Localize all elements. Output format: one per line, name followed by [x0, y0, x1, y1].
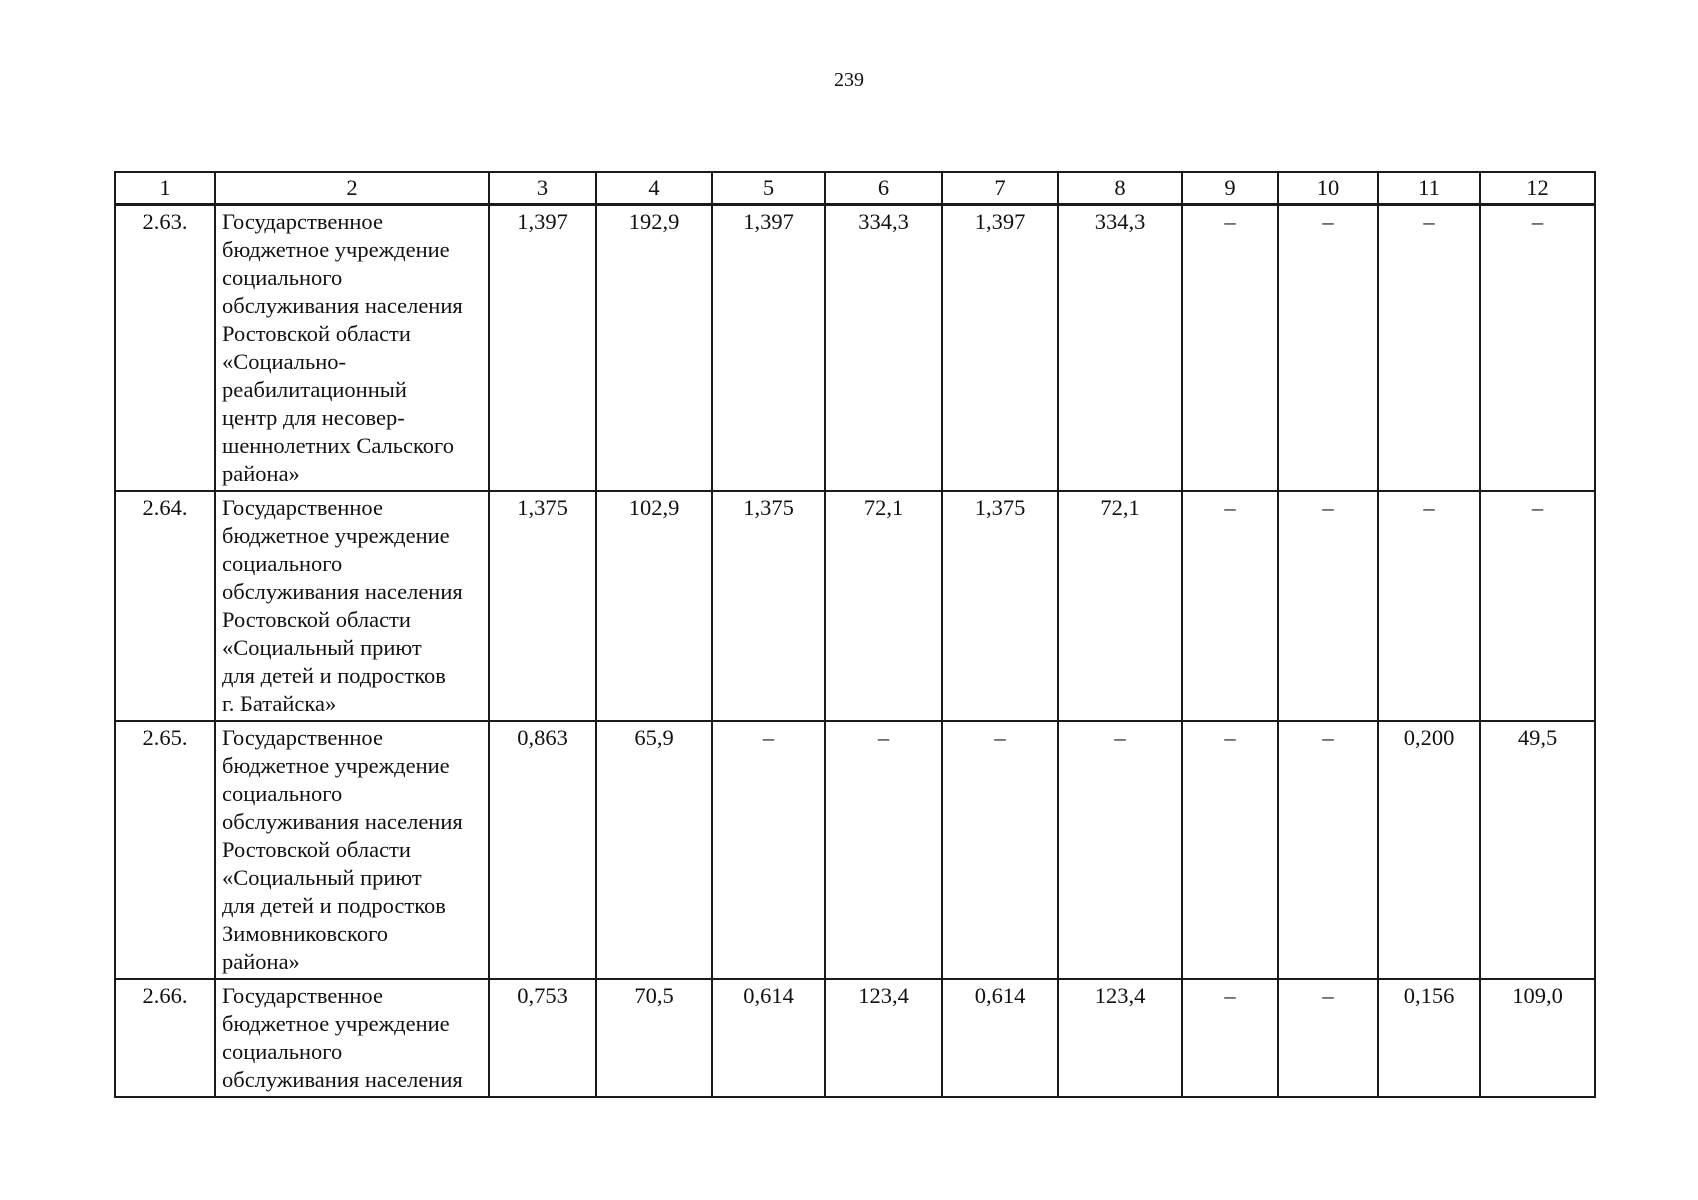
value-cell: 1,375 [489, 491, 596, 721]
row-number: 2.64. [115, 491, 215, 721]
institution-name [215, 205, 489, 492]
institution-name-line: г. Батайска» [222, 691, 337, 716]
table-row [115, 491, 1595, 721]
institution-name-line: Государственное [222, 983, 383, 1008]
value-cell: – [1182, 721, 1278, 979]
column-header: 2 [215, 172, 489, 205]
value-cell: 49,5 [1480, 721, 1595, 979]
institution-name-line: Ростовской области [222, 837, 411, 862]
column-header: 9 [1182, 172, 1278, 205]
value-cell: – [1182, 979, 1278, 1097]
institution-name-line: «Социально- [222, 349, 347, 374]
row-number: 2.66. [115, 979, 215, 1097]
value-cell: 0,614 [712, 979, 825, 1097]
value-cell: 1,375 [712, 491, 825, 721]
institution-name-line: для детей и подростков [222, 663, 446, 688]
value-cell: – [942, 721, 1058, 979]
value-cell: 334,3 [825, 205, 942, 492]
institution-name-line: бюджетное учреждение [222, 1011, 450, 1036]
institution-name-line: бюджетное учреждение [222, 237, 450, 262]
value-cell: – [1480, 491, 1595, 721]
column-header: 6 [825, 172, 942, 205]
institution-name-line: обслуживания населения [222, 1067, 463, 1092]
value-cell: 0,863 [489, 721, 596, 979]
institution-name-line: Государственное [222, 209, 383, 234]
institution-name-line: бюджетное учреждение [222, 753, 450, 778]
institution-name-line: бюджетное учреждение [222, 523, 450, 548]
table-row [115, 721, 1595, 979]
institution-name-line: «Социальный приют [222, 865, 422, 890]
institution-name-line: района» [222, 949, 300, 974]
value-cell: 72,1 [1058, 491, 1182, 721]
value-cell: 192,9 [596, 205, 712, 492]
table-row [115, 979, 1595, 1097]
value-cell: – [1378, 491, 1480, 721]
page-number: 239 [834, 69, 864, 91]
value-cell: – [825, 721, 942, 979]
column-header: 1 [115, 172, 215, 205]
institution-name [215, 979, 489, 1097]
institution-name-line: Государственное [222, 495, 383, 520]
value-cell: 70,5 [596, 979, 712, 1097]
column-header: 4 [596, 172, 712, 205]
value-cell: 0,156 [1378, 979, 1480, 1097]
value-cell: 102,9 [596, 491, 712, 721]
value-cell: – [1278, 205, 1378, 492]
value-cell: 0,200 [1378, 721, 1480, 979]
value-cell: – [1480, 205, 1595, 492]
value-cell: – [1278, 979, 1378, 1097]
institution-name-line: Зимовниковского [222, 921, 388, 946]
column-header: 12 [1480, 172, 1595, 205]
value-cell: – [1058, 721, 1182, 979]
data-table [114, 171, 1596, 1098]
column-header: 10 [1278, 172, 1378, 205]
value-cell: 1,397 [489, 205, 596, 492]
value-cell: 109,0 [1480, 979, 1595, 1097]
value-cell: 1,397 [942, 205, 1058, 492]
value-cell: – [1182, 491, 1278, 721]
value-cell: 1,375 [942, 491, 1058, 721]
value-cell: 334,3 [1058, 205, 1182, 492]
column-header: 3 [489, 172, 596, 205]
value-cell: 65,9 [596, 721, 712, 979]
value-cell: – [712, 721, 825, 979]
institution-name-line: социального [222, 781, 343, 806]
row-number: 2.65. [115, 721, 215, 979]
institution-name [215, 721, 489, 979]
institution-name-line: центр для несовер- [222, 405, 405, 430]
column-header: 5 [712, 172, 825, 205]
institution-name-line: обслуживания населения [222, 809, 463, 834]
institution-name-line: «Социальный приют [222, 635, 422, 660]
table-row [115, 205, 1595, 492]
column-header: 8 [1058, 172, 1182, 205]
institution-name-line: социального [222, 265, 343, 290]
institution-name [215, 491, 489, 721]
value-cell: – [1278, 721, 1378, 979]
institution-name-line: Ростовской области [222, 607, 411, 632]
institution-name-line: обслуживания населения [222, 579, 463, 604]
row-number: 2.63. [115, 205, 215, 492]
institution-name-line: района» [222, 461, 300, 486]
institution-name-line: реабилитационный [222, 377, 407, 402]
value-cell: – [1278, 491, 1378, 721]
institution-name-line: шеннолетних Сальского [222, 433, 454, 458]
value-cell: 0,614 [942, 979, 1058, 1097]
institution-name-line: Государственное [222, 725, 383, 750]
value-cell: – [1378, 205, 1480, 492]
institution-name-line: социального [222, 1039, 343, 1064]
value-cell: 123,4 [1058, 979, 1182, 1097]
value-cell: 123,4 [825, 979, 942, 1097]
column-header: 7 [942, 172, 1058, 205]
value-cell: 1,397 [712, 205, 825, 492]
column-header: 11 [1378, 172, 1480, 205]
institution-name-line: социального [222, 551, 343, 576]
header-row [115, 172, 1595, 205]
value-cell: 72,1 [825, 491, 942, 721]
value-cell: – [1182, 205, 1278, 492]
institution-name-line: Ростовской области [222, 321, 411, 346]
value-cell: 0,753 [489, 979, 596, 1097]
institution-name-line: для детей и подростков [222, 893, 446, 918]
institution-name-line: обслуживания населения [222, 293, 463, 318]
